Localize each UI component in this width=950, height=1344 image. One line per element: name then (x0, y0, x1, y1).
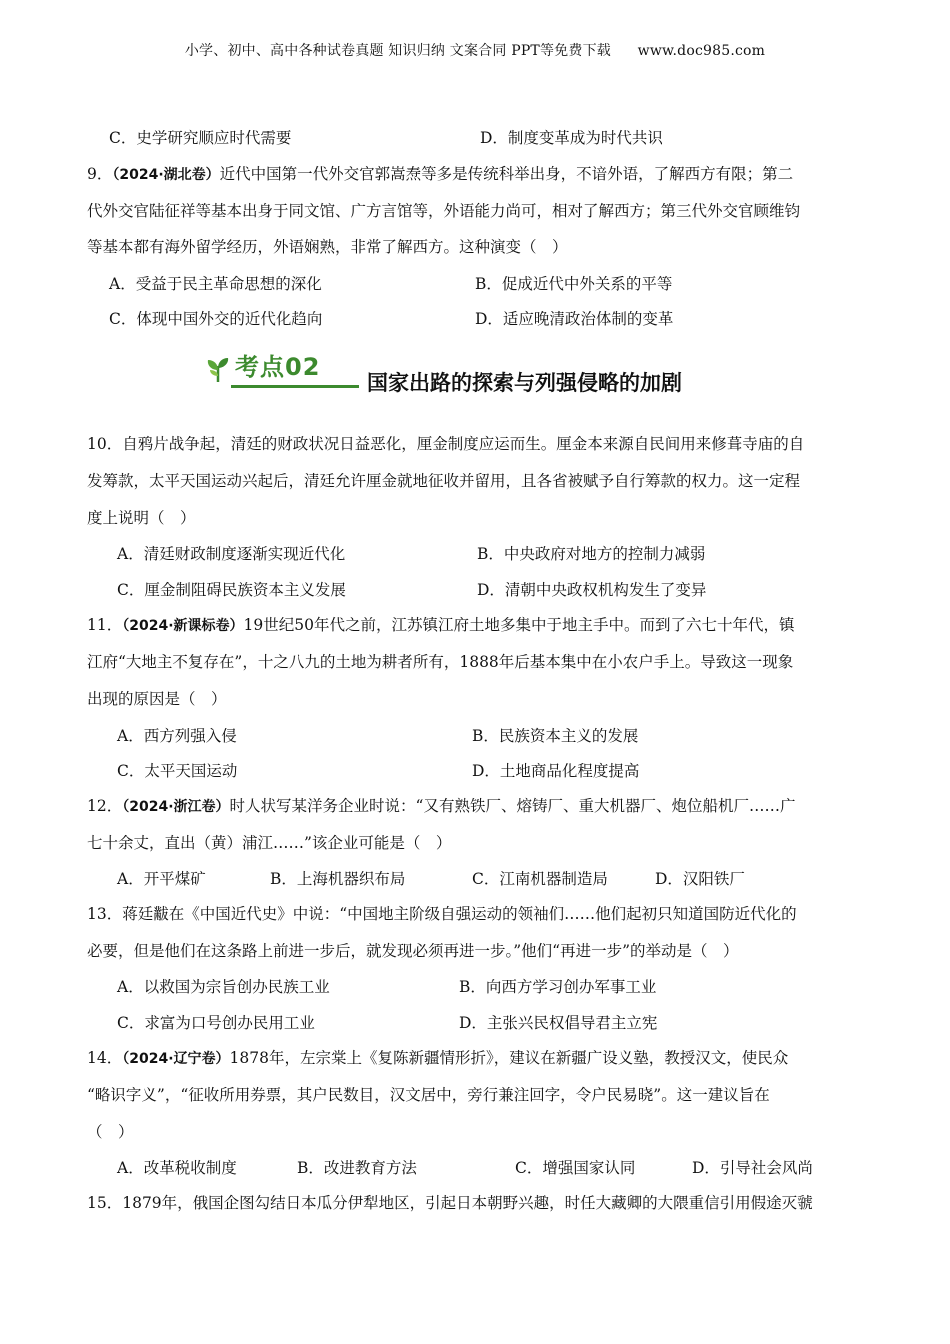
q9-line-2: 代外交官陆征祥等基本出身于同文馆、广方言馆等，外语能力尚可，相对了解西方；第三代外交官顾维钧 (87, 202, 801, 220)
q8-option-d: D．制度变革成为时代共识 (480, 129, 663, 147)
q10-option-a: A．清廷财政制度逐渐实现近代化 (117, 545, 346, 563)
q9-text-1: 近代中国第一代外交官郭嵩焘等多是传统科举出身，不谙外语，了解西方有限；第二 (219, 165, 794, 183)
q14-option-d: D．引导社会风尚 (692, 1159, 813, 1177)
q14-option-a: A．改革税收制度 (117, 1159, 237, 1177)
q12-line-2: 七十余丈，直出（黄）浦江……”该企业可能是（ ） (87, 834, 452, 852)
q14-number: 14． (87, 1049, 123, 1067)
header-url[interactable]: www.doc985.com (637, 43, 766, 59)
q13-line-2: 必要，但是他们在这条路上前进一步后，就发现必须再进一步。”他们“再进一步”的举动是（ ） (87, 942, 739, 960)
q14-line-3: （ ） (87, 1123, 134, 1141)
q11-option-c: C．太平天国运动 (117, 762, 238, 780)
q12-line-1 (87, 796, 795, 817)
q13-option-d: D．主张兴民权倡导君主立宪 (459, 1014, 658, 1032)
section-badge (205, 352, 357, 388)
q14-option-b: B．改进教育方法 (297, 1159, 417, 1177)
q11-source: （2024·新课标卷） (122, 618, 244, 634)
q14-option-c: C．增强国家认同 (515, 1159, 636, 1177)
q10-line-3: 度上说明（ ） (87, 509, 196, 527)
q13-option-c: C．求富为口号创办民用工业 (117, 1014, 315, 1032)
q8-option-c: C．史学研究顺应时代需要 (109, 129, 292, 147)
q10-line-1: 10．自鸦片战争起，清廷的财政状况日益恶化，厘金制度应运而生。厘金本来源自民间用来修葺寺庙的自 (87, 435, 805, 453)
q14-source: （2024·辽宁卷） (122, 1051, 230, 1067)
q11-option-a: A．西方列强入侵 (117, 727, 237, 745)
q10-option-b: B．中央政府对地方的控制力减弱 (477, 545, 706, 563)
q11-option-b: B．民族资本主义的发展 (472, 727, 639, 745)
q11-text-1: 19世纪50年代之前，江苏镇江府土地多集中于地主手中。而到了六七十年代，镇 (243, 616, 795, 634)
section-badge-label: 考点02 (235, 353, 321, 381)
q15-line-1: 15．1879年，俄国企图勾结日本瓜分伊犁地区，引起日本朝野兴趣，时任大藏卿的大隈重信引用假途灭虢 (87, 1194, 813, 1212)
q9-option-a: A．受益于民主革命思想的深化 (109, 275, 322, 293)
header-text: 小学、初中、高中各种试卷真题 知识归纳 文案合同 PPT等免费下载 (184, 43, 611, 59)
q12-option-d: D．汉阳铁厂 (655, 870, 745, 888)
q12-text-1: 时人状写某洋务企业时说：“又有熟铁厂、熔铸厂、重大机器厂、炮位船机厂……广 (229, 797, 796, 815)
q9-option-c: C．体现中国外交的近代化趋向 (109, 310, 323, 328)
q11-line-1 (87, 615, 794, 636)
q13-line-1: 13．蒋廷黻在《中国近代史》中说：“中国地主阶级自强运动的领袖们……他们起初只知道国防近代化的 (87, 905, 797, 923)
leaf-icon (205, 356, 231, 384)
q9-source: （2024·湖北卷） (112, 167, 220, 183)
q9-option-d: D．适应晚清政治体制的变革 (475, 310, 674, 328)
q12-number: 12． (87, 797, 123, 815)
q9-number: 9． (87, 165, 113, 183)
q14-text-1: 1878年，左宗棠上《复陈新疆情形折》，建议在新疆广设义塾，教授汉文，使民众 (229, 1049, 789, 1067)
q12-source: （2024·浙江卷） (122, 799, 230, 815)
q9-line-3: 等基本都有海外留学经历，外语娴熟，非常了解西方。这种演变（ ） (87, 238, 568, 256)
q11-option-d: D．土地商品化程度提高 (472, 762, 640, 780)
section-title: 国家出路的探索与列强侵略的加剧 (367, 371, 682, 395)
q12-option-c: C．江南机器制造局 (472, 870, 608, 888)
q11-number: 11． (87, 616, 123, 634)
q10-option-c: C．厘金制阻碍民族资本主义发展 (117, 581, 346, 599)
section-badge-underline (231, 385, 359, 388)
q12-option-a: A．开平煤矿 (117, 870, 206, 888)
q9-option-b: B．促成近代中外关系的平等 (475, 275, 673, 293)
page-header (0, 40, 950, 60)
q11-line-3: 出现的原因是（ ） (87, 690, 227, 708)
q11-line-2: 江府“大地主不复存在”，十之八九的土地为耕者所有，1888年后基本集中在小农户手上。导致这一现象 (87, 653, 794, 671)
q14-line-1 (87, 1048, 788, 1069)
q12-option-b: B．上海机器织布局 (270, 870, 406, 888)
q13-option-b: B．向西方学习创办军事工业 (459, 978, 657, 996)
q10-line-2: 发筹款，太平天国运动兴起后，清廷允许厘金就地征收并留用，且各省被赋予自行筹款的权力。这一定程 (87, 472, 801, 490)
q14-line-2: “略识字义”，“征收所用券票，其户民数目，汉文居中，旁行兼注回字，令户民易晓”。这一建议旨在 (87, 1086, 770, 1104)
q9-line-1 (87, 164, 793, 185)
q13-option-a: A．以救国为宗旨创办民族工业 (117, 978, 330, 996)
q10-option-d: D．清朝中央政权机构发生了变异 (477, 581, 707, 599)
